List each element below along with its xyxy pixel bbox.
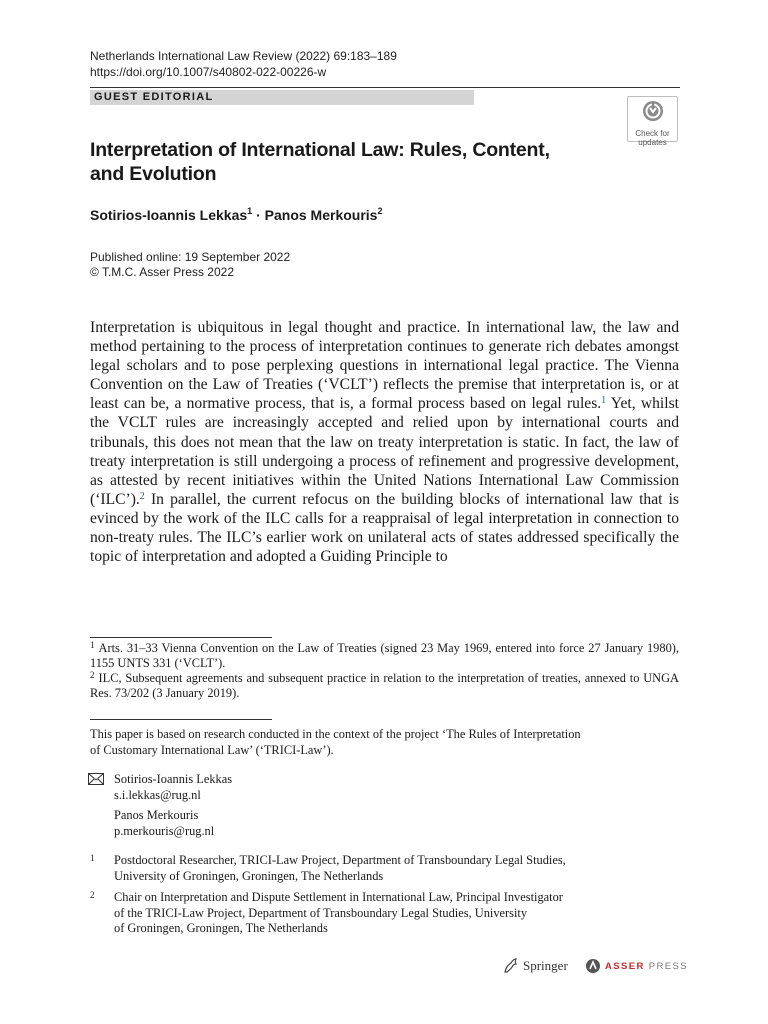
- footnote-ref-1[interactable]: 1: [601, 395, 607, 407]
- affiliation-1-line-2: University of Groningen, Groningen, The Netherlands: [114, 868, 384, 883]
- affiliation-2-number: 2: [90, 890, 95, 900]
- article-title: [90, 138, 610, 186]
- footnote-1: [90, 641, 679, 671]
- author-1-affiliation: 1: [247, 206, 253, 216]
- body-paragraph: [90, 318, 679, 566]
- check-for-updates-badge[interactable]: [627, 96, 678, 147]
- affiliation-1-line-1: Postdoctoral Researcher, TRICI-Law Project, Department of Transboundary Legal Studies,: [114, 853, 566, 867]
- footnote-2-text: ILC, Subsequent agreements and subsequent practice in relation to the interpretation of treaties, annexed to UNGA Res. 73/202 (3 January 2019).: [90, 671, 679, 701]
- contact-1-email[interactable]: s.i.lekkas@rug.nl: [114, 787, 201, 802]
- affiliation-1-number: 1: [90, 853, 95, 863]
- footnote-2: [90, 671, 679, 701]
- footnote-1-text: Arts. 31–33 Vienna Convention on the Law of Treaties (signed 23 May 1969, entered into force 27 January 1980), 1155 UNTS 331 (‘VCLT’).: [90, 641, 679, 671]
- affiliation-2-line-3: of Groningen, Groningen, The Netherlands: [114, 921, 328, 935]
- contact-2-name: Panos Merkouris: [114, 808, 199, 822]
- author-separator: ·: [252, 207, 265, 223]
- title-line-1: Interpretation of International Law: Rules, Content,: [90, 139, 550, 161]
- springer-horse-icon: [502, 957, 519, 974]
- note-line-2: of Customary International Law’ (‘TRICI-Law’).: [90, 742, 334, 757]
- author-2[interactable]: Panos Merkouris: [264, 207, 378, 223]
- footnote-1-number: 1: [90, 640, 95, 650]
- asser-press-logo: [585, 958, 688, 974]
- published-date: Published online: 19 September 2022: [90, 250, 291, 264]
- author-1[interactable]: Sotirios-Ioannis Lekkas: [90, 207, 248, 223]
- footnote-rule: [90, 637, 272, 638]
- envelope-icon: [88, 773, 104, 785]
- contact-2-email[interactable]: p.merkouris@rug.nl: [114, 823, 215, 838]
- note-line-1: This paper is based on research conducted in the context of the project ‘The Rules of Interpretation: [90, 727, 581, 741]
- title-line-2: and Evolution: [90, 163, 217, 185]
- affiliation-2-line-2: of the TRICI-Law Project, Department of Transboundary Legal Studies, University: [114, 905, 528, 920]
- note-rule: [90, 719, 272, 720]
- press-wordmark: PRESS: [644, 960, 688, 972]
- footnote-ref-2[interactable]: 2: [139, 490, 145, 502]
- copyright: © T.M.C. Asser Press 2022: [90, 265, 235, 279]
- springer-wordmark: Springer: [523, 957, 568, 973]
- journal-citation: Netherlands International Law Review (2022) 69:183–189: [90, 49, 397, 63]
- author-list: [90, 206, 382, 223]
- doi-link[interactable]: https://doi.org/10.1007/s40802-022-00226-w: [90, 65, 327, 79]
- body-text-part-2: Yet, whilst the VCLT rules are increasingly accepted and relied upon by international courts and tribunals, this does not mean that the law on treaty interpretation is static. In fact, the law of treaty interpretation is still undergoing a process of refinement and progressive development, as attested by recent initiatives within the United Nations International Law Commission (‘ILC’).: [90, 395, 679, 508]
- body-text-part-3: In parallel, the current refocus on the building blocks of international law that is evinced by the work of the ILC calls for a reappraisal of legal interpretation in connection to non-treaty rules. The ILC’s earlier work on unilateral acts of states addressed specifically the topic of interpretation and adopted a Guiding Principle to: [90, 490, 679, 566]
- check-updates-label: Check for updates: [635, 129, 670, 147]
- contact-1: [114, 772, 232, 803]
- affiliation-1: [114, 853, 674, 884]
- footnote-2-number: 2: [90, 670, 95, 680]
- header-rule: [90, 87, 680, 88]
- asser-wordmark: ASSER: [605, 960, 645, 972]
- author-2-affiliation: 2: [377, 206, 383, 216]
- journal-header: [90, 48, 397, 80]
- section-label: GUEST EDITORIAL: [90, 90, 474, 105]
- publication-info: [90, 250, 290, 280]
- contact-1-name: Sotirios-Ioannis Lekkas: [114, 772, 233, 786]
- asser-logo-icon: [585, 958, 601, 974]
- affiliation-2: [114, 890, 674, 937]
- contact-2: [114, 808, 214, 839]
- springer-logo: [502, 957, 568, 974]
- affiliation-2-line-1: Chair on Interpretation and Dispute Settlement in International Law, Principal Investigator: [114, 890, 563, 904]
- research-note: [90, 727, 679, 758]
- body-text-part-1: Interpretation is ubiquitous in legal thought and practice. In international law, the law and method pertaining to the process of interpretation continues to generate rich debates amongst legal scholars and to pose perplexing questions in international legal practice. The Vienna Convention on the Law of Treaties (‘VCLT’) reflects the premise that interpretation is, or at least can be, a normative process, that is, a formal process based on legal rules.: [90, 319, 679, 413]
- check-updates-icon: [641, 99, 665, 123]
